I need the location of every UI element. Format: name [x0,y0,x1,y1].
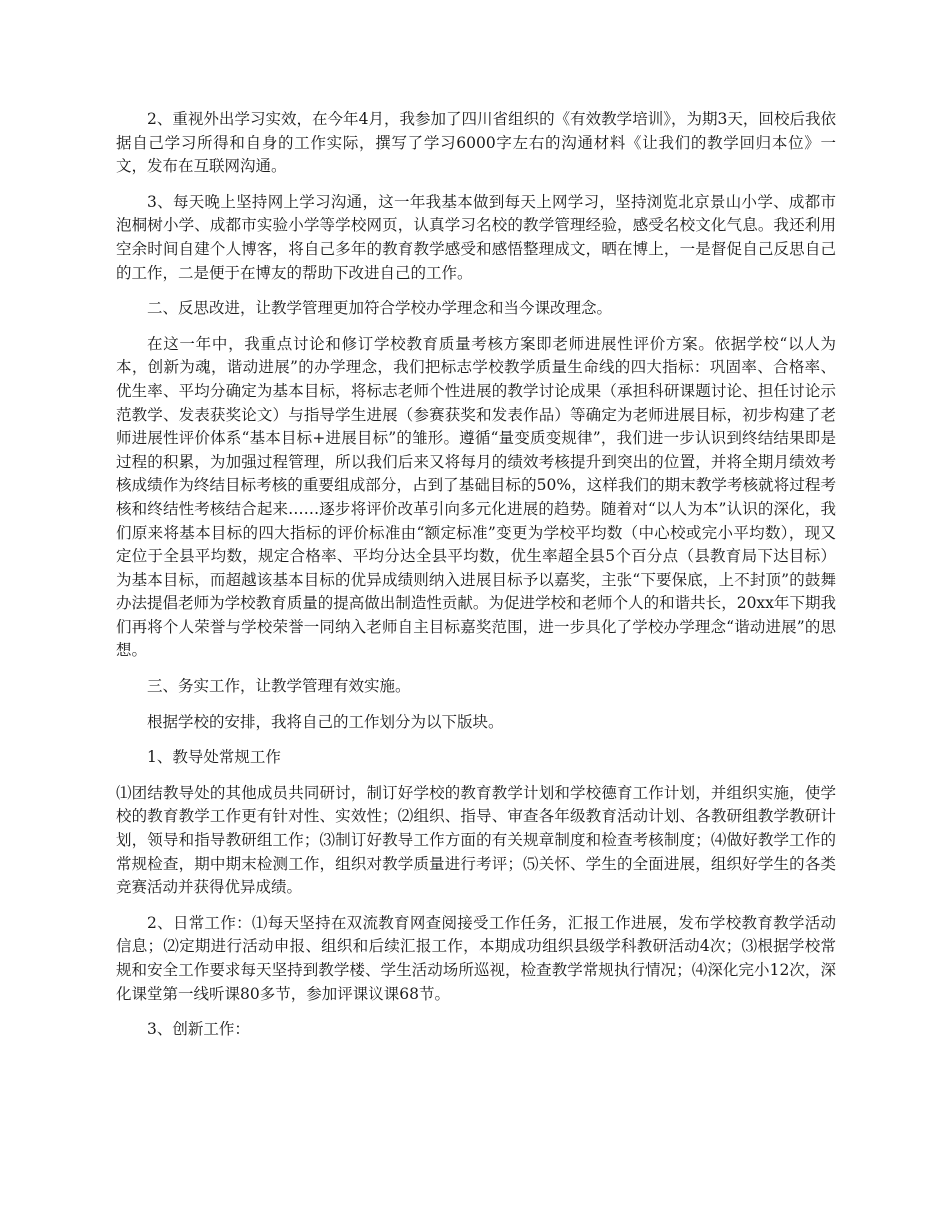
document-body [116,108,836,1054]
section-heading-practical-work: 三、务实工作，让教学管理有效实施。 [147,677,411,696]
subheading-innovation-work: 3、创新工作： [147,1020,250,1039]
paragraph-study-training: 2、重视外出学习实效，在今年4月，我参加了四川省组织的《有效教学培训》，为期3天，回校后我依据自己学习所得和自身的工作实际，撰写了学习6000字左右的沟通材料《让我们的教学回归本位》一文，发布在互联网沟通。 [116,110,836,176]
paragraph-routine-details: ⑴团结教导处的其他成员共同研讨，制订好学校的教育教学计划和学校德育工作计划，并组织实施，使学校的教育教学工作更有针对性、实效性；⑵组织、指导、审查各年级教育活动计划、各教研组教学教研计划，领导和指导教研组工作；⑶制订好教导工作方面的有关规章制度和检查考核制度；⑷做好教学工作的常规检查，期中期末检测工作，组织对教学质量进行考评；⑸关怀、学生的全面进展，组织好学生的各类竞赛活动并获得优异成绩。 [116,783,836,897]
paragraph-evaluation-plan: 在这一年中，我重点讨论和修订学校教育质量考核方案即老师进展性评价方案。依据学校“以人为本，创新为魂，谐动进展”的办学理念，我们把标志学校教学质量生命线的四大指标：巩固率、合格率、优生率、平均分确定为基本目标，将标志老师个性进展的教学讨论成果（承担科研课题讨论、担任讨论示范教学、发表获奖论文）与指导学生进展（参赛获奖和发表作品）等确定为老师进展目标，初步构建了老师进展性评价体系“基本目标+进展目标”的雏形。遵循“量变质变规律”，我们进一步认识到终结结果即是过程的积累，为加强过程管理，所以我们后来又将每月的绩效考核提升到突出的位置，并将全期月绩效考核成绩作为终结目标考核的重要组成部分，占到了基础目标的50%，这样我们的期末教学考核就将过程考核和终结性考核结合起来……逐步将评价改革引向多元化进展的趋势。随着对“以人为本”认识的深化，我们原来将基本目标的四大指标的评价标准由“额定标准”变更为学校平均数（中心校或完小平均数），现又定位于全县平均数，规定合格率、平均分达全县平均数，优生率超全县5个百分点（县教育局下达目标）为基本目标，而超越该基本目标的优异成绩则纳入进展目标予以嘉奖，主张“下要保底，上不封顶”的鼓舞办法提倡老师为学校教育质量的提高做出制造性贡献。为促进学校和老师个人的和谐共长，20xx年下期我们再将个人荣誉与学校荣誉一同纳入老师自主目标嘉奖范围，进一步具化了学校办学理念“谐动进展”的思想。 [116,334,836,660]
subheading-routine-work: 1、教导处常规工作 [147,748,281,767]
paragraph-daily-work: 2、日常工作：⑴每天坚持在双流教育网查阅接受工作任务，汇报工作进展，发布学校教育教学活动信息；⑵定期进行活动申报、组织和后续汇报工作，本期成功组织县级学科教研活动4次；⑶根据学校常规和安全工作要求每天坚持到教学楼、学生活动场所巡视，检查教学常规执行情况；⑷深化完小12次，深化课堂第一线听课80多节，参加评课议课68节。 [116,913,836,1003]
section-heading-reflection: 二、反思改进，让教学管理更加符合学校办学理念和当今课改理念。 [147,299,613,318]
paragraph-online-learning: 3、每天晚上坚持网上学习沟通，这一年我基本做到每天上网学习，坚持浏览北京景山小学、成都市泡桐树小学、成都市实验小学等学校网页，认真学习名校的教学管理经验，感受名校文化气息。我还利用空余时间自建个人博客，将自己多年的教育教学感受和感悟整理成文，晒在博上，一是督促自己反思自己的工作，二是便于在博友的帮助下改进自己的工作。 [116,192,836,282]
paragraph-work-division: 根据学校的安排，我将自己的工作划分为以下版块。 [147,712,504,731]
